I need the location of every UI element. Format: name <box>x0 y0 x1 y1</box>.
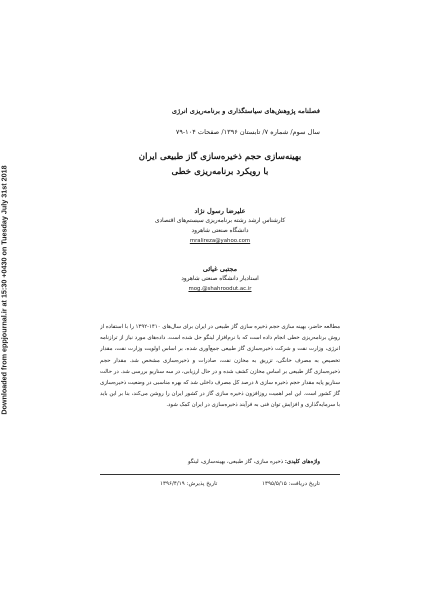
author-1 <box>120 206 320 246</box>
author-2-role: استادیار دانشگاه صنعتی شاهرود <box>181 276 259 282</box>
author-1-affiliation: دانشگاه صنعتی شاهرود <box>191 228 249 234</box>
abstract: مطالعه حاضر، بهینه سازی حجم ذخیره سازی گاز طبیعی در ایران برای سال‌های ۱۴۱۰-۱۳۹۲ را با استفاده از روش برنامه‌ریزی خطی انجام داده است که با نرم‌افزار لینگو حل شده است. داده‌های مورد نیاز از ترازنامه انرژی، وزارت نفت و شرکت ذخیره‌سازی گاز طبیعی جمع‌آوری شده، بر اساس اولویت وزارت نفت، مقدار تخصیص به مصرف خانگی، تزریق به مخازن نفت، صادرات و ذخیره‌سازی مشخص شد. مقدار حجم ذخیره‌سازی گاز طبیعی بر اساس مخازن کشف شده و در حال ارزیابی، در سه سناریو بررسی شد. در حالت سناریو پایه مقدار حجم ذخیره سازی ۸ درصد کل مصرف داخلی شد که بهره مناسبی در وضعیت ذخیره‌سازی گاز کشور است. این امر اهمیت روزافزون ذخیره سازی گاز در کشور ایران را روشن می‌کند، بنا بر این باید با سرمایه‌گذاری و افزایش توان فنی به فرآیند ذخیره‌سازی در ایران کمک شود. <box>100 324 340 409</box>
keywords-label: واژه‌های کلیدی: <box>284 459 320 465</box>
author-2-email[interactable]: mog.@shahroodut.ac.ir <box>188 286 252 292</box>
title-line-2: با رویکرد برنامه‌ریزی خطی <box>171 167 269 177</box>
date-received: تاریخ دریافت: ۱۳۹۵/۵/۱۵ <box>261 481 320 487</box>
article-title <box>100 150 340 180</box>
footer-divider <box>100 474 340 475</box>
author-2 <box>120 264 320 294</box>
keywords <box>188 459 320 465</box>
author-1-name: علیرضا رسول نژاد <box>194 207 246 215</box>
author-2-name: مجتبی غیاثی <box>202 265 238 273</box>
author-1-role: کارشناس ارشد رشته برنامه‌ریزی سیستم‌های اقتصادی <box>154 218 286 224</box>
title-line-1: بهینه‌سازی حجم ذخیره‌سازی گاز طبیعی ایران <box>138 152 302 162</box>
journal-issue: سال سوم/ شماره ۷/ تابستان ۱۳۹۶/ صفحات ۱۰۴-۷۹ <box>175 128 320 136</box>
date-accepted: تاریخ پذیرش: ۱۳۹۶/۴/۱۹ <box>160 481 218 487</box>
keywords-value: ذخیره سازی، گاز طبیعی، بهینه‌سازی، لینگو <box>187 459 284 465</box>
journal-name: فصلنامه پژوهش‌های سیاستگذاری و برنامه‌ریزی انرژی <box>171 107 320 115</box>
download-stamp-text: Downloaded from eppjournal.ir at 15:30 +0430 on Tuesday July 31st 2018 <box>0 165 9 415</box>
author-1-email[interactable]: mralireza@yahoo.com <box>189 238 251 244</box>
